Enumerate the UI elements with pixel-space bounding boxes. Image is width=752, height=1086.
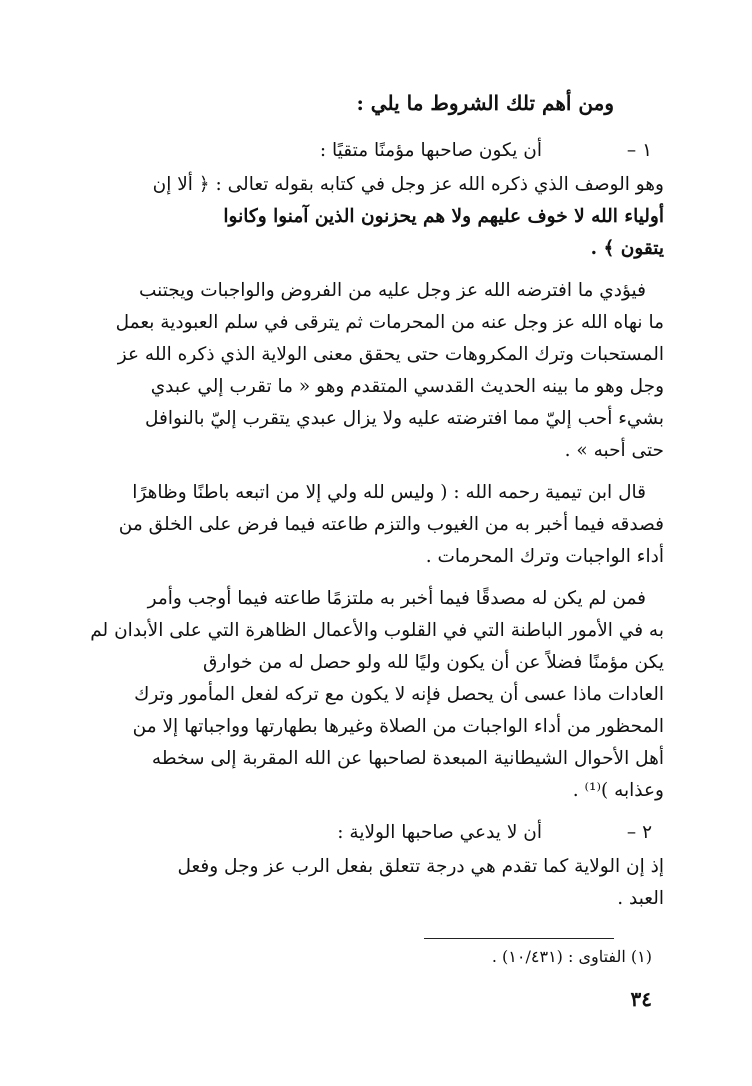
item-number-1: ١ –	[626, 140, 652, 161]
section-heading: ومن أهم تلك الشروط ما يلي :	[356, 91, 614, 115]
para4-line-1: فمن لم يكن له مصدقًا فيما أخبر به ملتزمًا طاعته فيما أوجب وأمر	[147, 588, 646, 609]
para1-line-3: يتقون ﴾ .	[590, 238, 664, 259]
para2-line-5: بشيء أحب إليّ مما افترضته عليه ولا يزال عبدي يتقرب إليّ بالنوافل	[145, 408, 664, 429]
para5-line-2: العبد .	[617, 888, 664, 909]
para1-line-1: وهو الوصف الذي ذكره الله عز وجل في كتابه بقوله تعالى : ﴿ ألا إن	[152, 174, 664, 195]
para4-line-4: العادات ماذا عسى أن يحصل فإنه لا يكون مع تركه لفعل المأمور وترك	[134, 684, 664, 705]
para2-line-1: فيؤدي ما افترضه الله عز وجل عليه من الفروض والواجبات ويجتنب	[138, 280, 646, 301]
para4-line-2: به في الأمور الباطنة التي في القلوب والأعمال الظاهرة التي على الأبدان لم	[90, 620, 664, 641]
para1-line-2: أولياء الله لا خوف عليهم ولا هم يحزنون الذين آمنوا وكانوا	[223, 206, 664, 227]
para5-line-1: إذ إن الولاية كما تقدم هي درجة تتعلق بفعل الرب عز وجل وفعل	[177, 856, 664, 877]
para2-line-4: وجل وهو ما بينه الحديث القدسي المتقدم وهو « ما تقرب إلي عبدي	[150, 376, 664, 397]
para3-line-3: أداء الواجبات وترك المحرمات .	[425, 546, 664, 567]
para2-line-3: المستحبات وترك المكروهات حتى يحقق معنى الولاية الذي ذكره الله عز	[117, 344, 664, 365]
para4-line-5: المحظور من أداء الواجبات من الصلاة وغيرها بطهارتها وواجباتها إلا من	[132, 716, 664, 737]
para4-line-7: وعذابه )⁽¹⁾ .	[572, 780, 664, 801]
footnote-divider	[424, 938, 614, 939]
item-title-2: أن لا يدعي صاحبها الولاية :	[337, 822, 542, 843]
para4-line-3: يكن مؤمنًا فضلاً عن أن يكون وليًا لله ولو حصل له من خوارق	[203, 652, 664, 673]
para3-line-2: فصدقه فيما أخبر به من الغيوب والتزم طاعته فيما فرض على الخلق من	[118, 514, 664, 535]
item-number-2: ٢ –	[626, 822, 652, 843]
page-number: ٣٤	[630, 987, 652, 1011]
para2-line-2: ما نهاه الله عز وجل عنه من المحرمات ثم يترقى في سلم العبودية بعمل	[115, 312, 664, 333]
para3-line-1: قال ابن تيمية رحمه الله : ( وليس لله ولي إلا من اتبعه باطنًا وظاهرًا	[132, 482, 646, 503]
para4-line-6: أهل الأحوال الشيطانية المبعدة لصاحبها عن الله المقربة إلى سخطه	[151, 748, 664, 769]
para2-line-6: حتى أحبه » .	[564, 440, 664, 461]
item-title-1: أن يكون صاحبها مؤمنًا متقيًا :	[319, 140, 542, 161]
footnote: (١) الفتاوى : (١٠/٤٣١) .	[491, 947, 652, 966]
